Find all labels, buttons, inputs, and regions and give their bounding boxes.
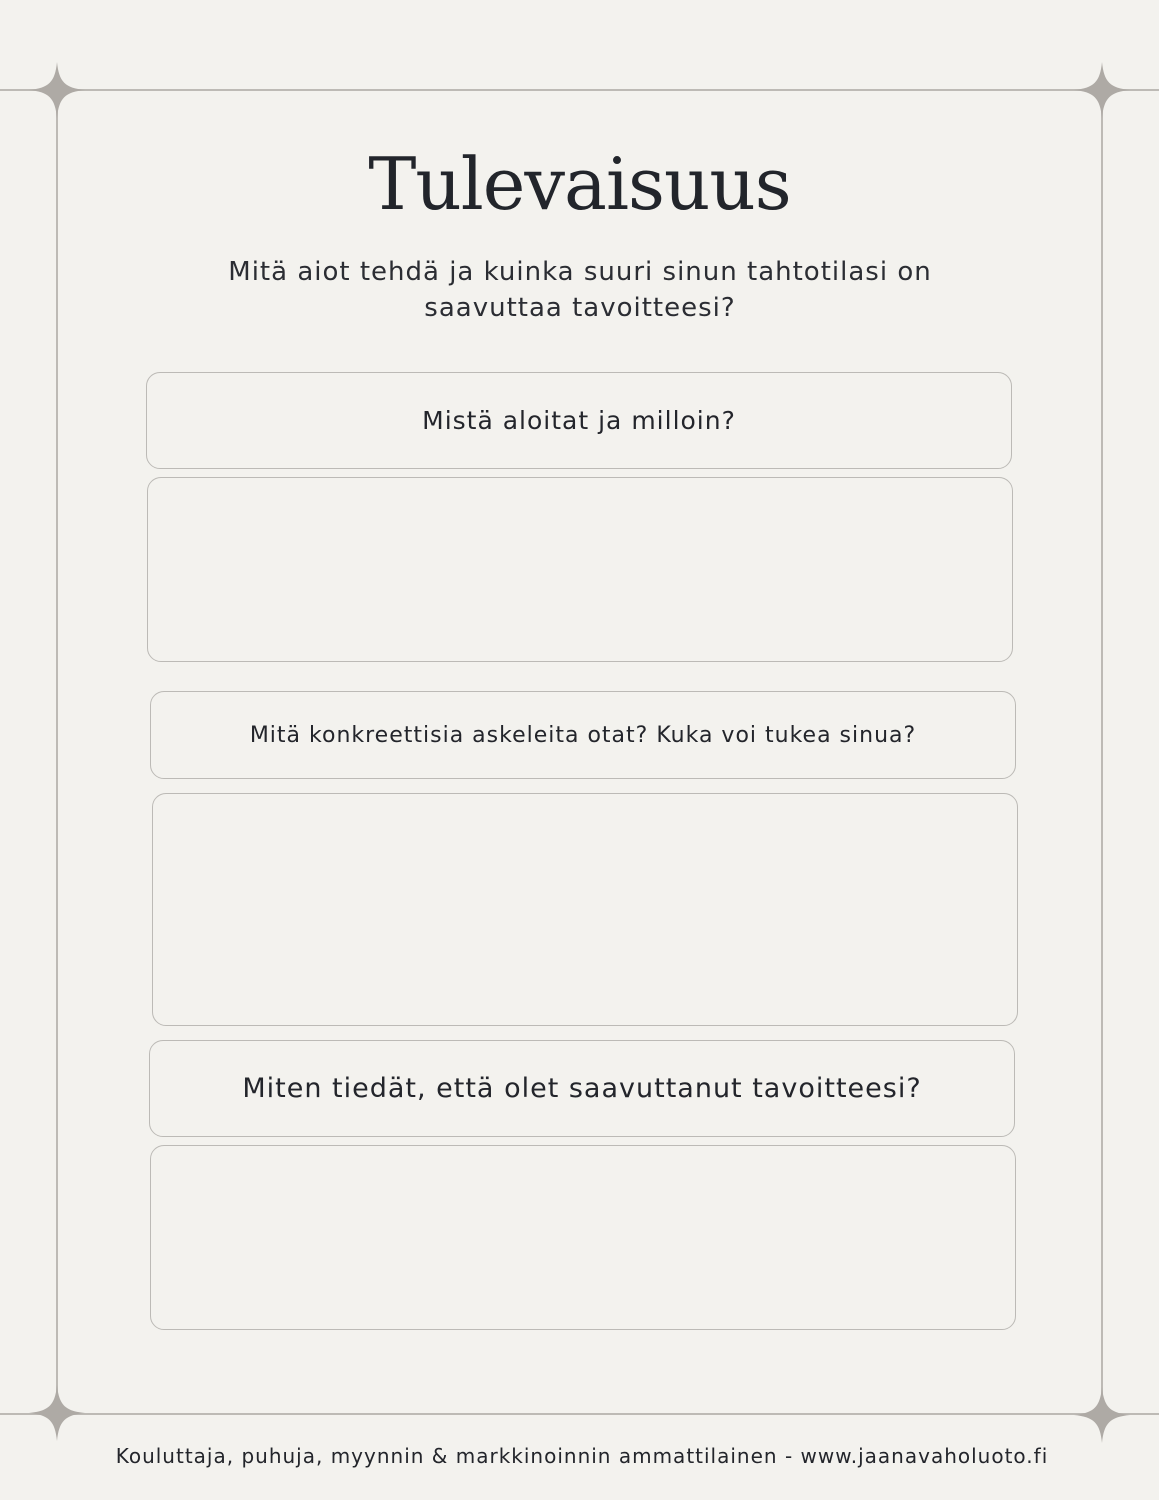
question-label: Mitä konkreettisia askeleita otat? Kuka voi tukea sinua?: [249, 722, 917, 748]
question-label: Miten tiedät, että olet saavuttanut tavoitteesi?: [242, 1073, 922, 1104]
page-subtitle: Mitä aiot tehdä ja kuinka suuri sinun tahtotilasi on saavuttaa tavoitteesi?: [228, 257, 932, 323]
frame-right-line: [1101, 89, 1103, 1415]
frame-bottom-line: [0, 1413, 1159, 1415]
four-point-star-icon: [29, 1385, 85, 1441]
question-label-box: [150, 691, 1016, 779]
answer-field[interactable]: [150, 1145, 1016, 1330]
page-title: Tulevaisuus: [368, 142, 791, 226]
four-point-star-icon: [29, 62, 85, 118]
answer-field[interactable]: [147, 477, 1013, 662]
question-label-box: [149, 1040, 1015, 1137]
question-label-box: [146, 372, 1012, 469]
four-point-star-icon: [1074, 62, 1130, 118]
footer-text: Kouluttaja, puhuja, myynnin & markkinoinnin ammattilainen - www.jaanavaholuoto.fi: [115, 1444, 1049, 1468]
answer-field[interactable]: [152, 793, 1018, 1026]
frame-top-line: [0, 89, 1159, 91]
frame-left-line: [56, 89, 58, 1415]
four-point-star-icon: [1074, 1387, 1130, 1443]
question-label: Mistä aloitat ja milloin?: [422, 406, 736, 435]
